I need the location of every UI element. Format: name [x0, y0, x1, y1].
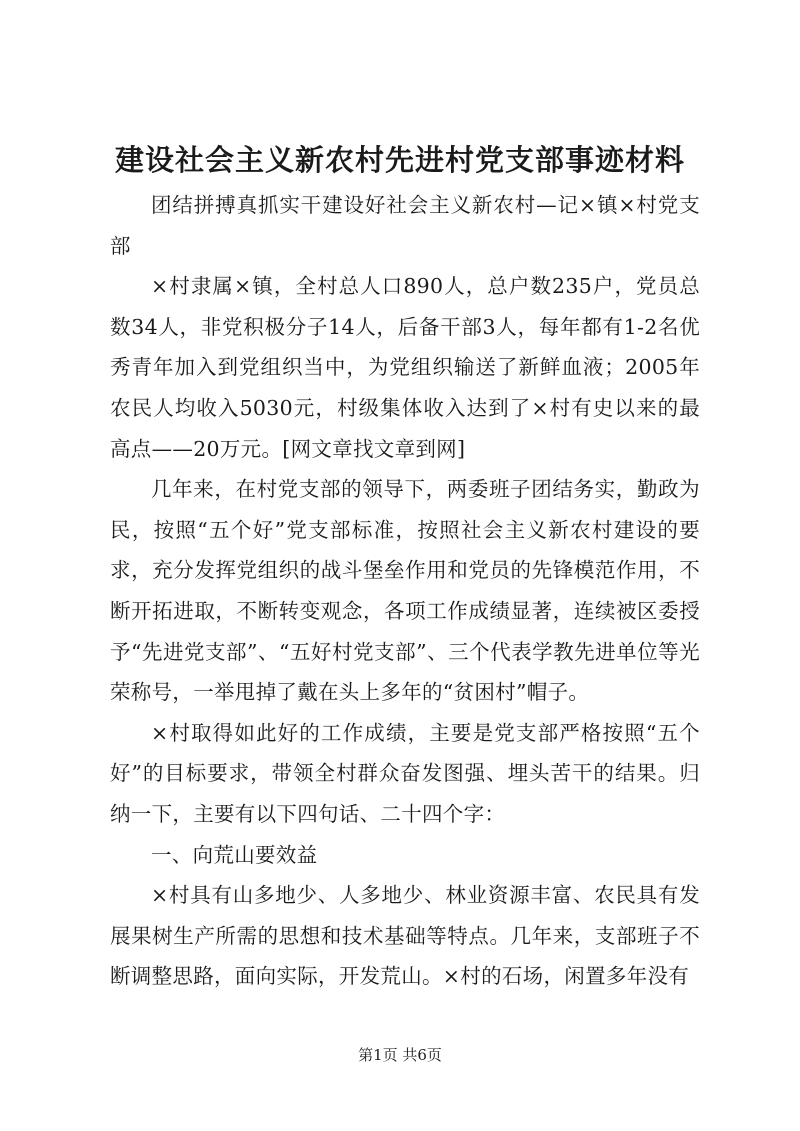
paragraph-achievements: 几年来，在村党支部的领导下，两委班子团结务实，勤政为民，按照“五个好”党支部标准，按照社会主义新农村建设的要求，充分发挥党组织的战斗堡垒作用和党员的先锋模范作用，不断开拓进取，不断转变观念，各项工作成绩显著，连续被区委授予“先进党支部”、“五好村党支部”、三个代表学教先进单位等光荣称号，一举甩掉了戴在头上多年的“贫困村”帽子。: [110, 477, 700, 705]
section-heading-1: 一、向荒山要效益: [151, 842, 318, 867]
paragraph-summary: ×村取得如此好的工作成绩，主要是党支部严格按照“五个好”的目标要求，带领全村群众奋发图强、埋头苦干的结果。归纳一下，主要有以下四句话、二十四个字：: [110, 720, 700, 826]
page-footer: 第1页 共6页: [358, 1046, 442, 1064]
document-body: [110, 185, 700, 997]
paragraph-village-overview: ×村隶属×镇，全村总人口890人，总户数235户，党员总数34人，非党积极分子14人，后备干部3人，每年都有1-2名优秀青年加入到党组织当中，为党组织输送了新鲜血液；2005年农民人均收入5030元，村级集体收入达到了×村有史以来的最高点——20万元。[网文章找文章到网]: [110, 274, 700, 461]
paragraph-subtitle: 团结拼搏真抓实干建设好社会主义新农村—记×镇×村党支部: [110, 193, 700, 258]
document-title: 建设社会主义新农村先进村党支部事迹材料: [114, 143, 685, 177]
paragraph-section-1: ×村具有山多地少、人多地少、林业资源丰富、农民具有发展果树生产所需的思想和技术基础等特点。几年来，支部班子不断调整思路，面向实际，开发荒山。×村的石场，闲置多年没有: [110, 883, 700, 989]
